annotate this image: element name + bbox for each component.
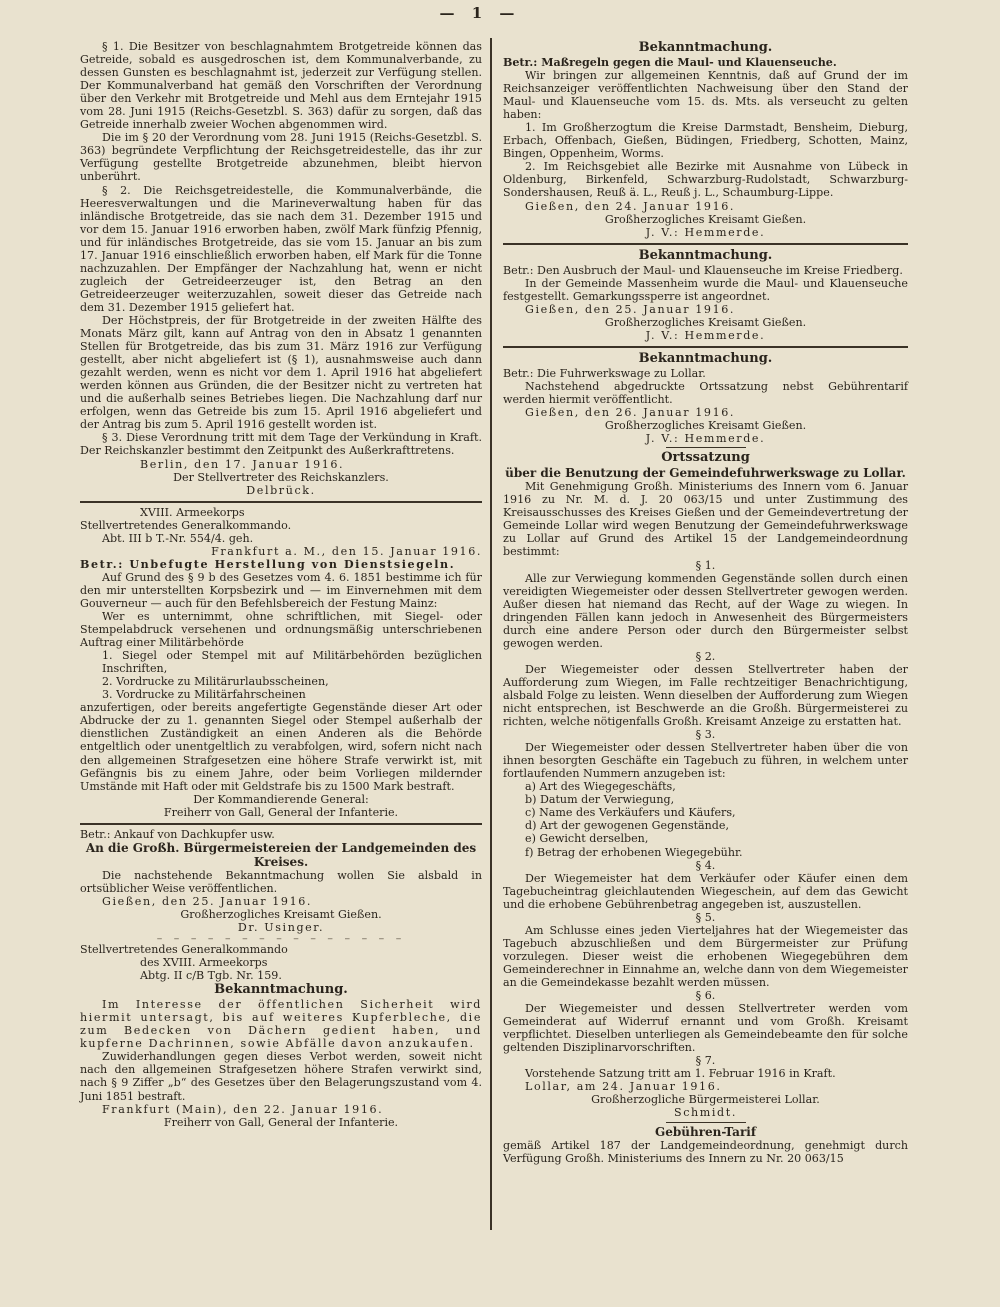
signature-title: Großherzogliches Kreisamt Gießen. — [604, 315, 807, 329]
place-date: Frankfurt (Main), den 22. Januar 1916. — [102, 1102, 384, 1116]
list-item: 1. Siegel oder Stempel mit auf Militärbehörden bezüglichen Inschriften, — [102, 649, 482, 676]
list-item: 1. Im Großherzogtum die Kreise Darmstadt, Bensheim, Dieburg, Erbach, Offenbach, Gießen, Büdingen, Friedberg, Schotten, Mainz, Bingen, Oppenheim, Worms. — [503, 121, 908, 161]
section-number: § 3. — [695, 728, 716, 742]
section-number: § 2. — [695, 649, 716, 663]
paragraph: Zuwiderhandlungen gegen dieses Verbot werden, soweit nicht nach den allgemeinen Strafgesetzen höhere Strafen verwirkt sind, nach § 9 Ziffer „b“ des Gesetzes über den Belagerungszustand vom 4. Juni 1851 bestraft. — [80, 1050, 482, 1103]
signature-title: Der Kommandierende General: — [193, 792, 369, 806]
place-date: Frankfurt a. M., den 15. Januar 1916. — [211, 544, 482, 558]
section-heading: Bekanntmachung. — [638, 247, 773, 263]
subject-line: Betr.: Maßregeln gegen die Maul- und Klauenseuche. — [503, 56, 837, 69]
list-item: b) Datum der Verwiegung, — [525, 793, 675, 807]
signature-title: Der Stellvertreter des Reichskanzlers. — [173, 470, 389, 484]
reference-number: Abtg. II c/B Tgb. Nr. 159. — [140, 969, 282, 983]
section-heading: Ortssatzung — [661, 450, 750, 466]
signature-name: J. V.: Hemmerde. — [645, 225, 766, 239]
signature-name: Delbrück. — [246, 483, 316, 497]
paragraph: Am Schlusse eines jeden Vierteljahres hat der Wiegemeister das Tagebuch abzuschließen und dem Bürgermeister zur Prüfung vorzulegen. Dieser weist die erhobenen Wiegegebühren dem Gemeinderechner in Einnahme an, welche dann von dem Wiegemeister an die Gemeindekasse bezahlt werden müssen. — [503, 923, 908, 989]
section-heading: An die Großh. Bürgermeistereien der Landgemeinden des Kreises. — [85, 840, 477, 869]
section-heading: Gebühren-Tarif — [655, 1124, 756, 1139]
left-column — [80, 40, 482, 1129]
place-date: Gießen, den 24. Januar 1916. — [525, 199, 736, 213]
list-item: f) Betrag der erhobenen Wiegegebühr. — [525, 845, 743, 859]
section-heading: Bekanntmachung. — [214, 982, 348, 998]
dashed-separator: – – – – – – – – – – – – – – – — [156, 932, 406, 946]
paragraph: Alle zur Verwiegung kommenden Gegenstände sollen durch einen vereidigten Wiegemeister oder dessen Stellvertreter gewogen werden. Außer diesen hat niemand das Recht, auf der Wage zu wiegen. In dringenden Fällen kann jedoch in Anwesenheit des Bürgermeisters durch eine andere Person oder durch den Bürgermeister selbst gewogen werden. — [503, 571, 908, 650]
place-date: Gießen, den 26. Januar 1916. — [525, 406, 736, 420]
item-list — [80, 649, 482, 701]
list-item: 2. Im Reichsgebiet alle Bezirke mit Ausnahme von Lübeck in Oldenburg, Birkenfeld, Schwarzburg-Rudolstadt, Schwarzburg-Sondershausen, Reuß ä. L., Reuß j. L., Schaumburg-Lippe. — [503, 160, 908, 200]
issuer: XVIII. Armeekorps — [140, 505, 245, 519]
paragraph: Der Wiegemeister hat dem Verkäufer oder Käufer einen dem Tagebucheintrag gleichlautenden Wiegeschein, auf dem das Gewicht und die erhobene Gebührenbetrag angegeben ist, auszustellen. — [503, 871, 908, 911]
list-item: e) Gewicht derselben, — [525, 832, 649, 846]
issuer: Stellvertretendes Generalkommando. — [80, 518, 292, 532]
issuer: des XVIII. Armeekorps — [140, 956, 268, 970]
paragraph: gemäß Artikel 187 der Landgemeindeordnung, genehmigt durch Verfügung Großh. Ministeriums des Innern zu Nr. 20 063/15 — [503, 1138, 908, 1165]
subject-line: Betr.: Ankauf von Dachkupfer usw. — [80, 827, 275, 841]
section-number: § 5. — [695, 910, 716, 924]
short-rule — [666, 447, 746, 448]
paragraph-s2: § 2. Die Reichsgetreidestelle, die Kommunalverbände, die Heeresverwaltungen und die Marineverwaltung haben für das inländische Brotgetreide, das sie nach dem 31. Dezember 1915 und vor dem 15. Januar 1916 erworben haben, zwölf Mark fünfzig Pfennig, und für inländisches Brotgetreide, das sie vom 15. Januar an bis zum 17. Januar 1916 einschließlich erworben haben, elf Mark für die Tonne nachzuzahlen. Der Empfänger der Nachzahlung hat, wenn er nicht zugleich der Getreideerzeuger ist, den Betrag an den Getreideerzeuger weiterzuzahlen, soweit dieser das Getreide nach dem 31. Dezember 1915 geliefert hat. — [80, 183, 482, 314]
right-column — [503, 40, 908, 1165]
place-date: Lollar, am 24. Januar 1916. — [525, 1080, 722, 1094]
paragraph: Auf Grund des § 9 b des Gesetzes vom 4. 6. 1851 bestimme ich für den mir unterstellten Korpsbezirk und — im Einvernehmen mit dem Gouverneur — auch für den Befehlsbereich der Festung Mainz: — [80, 570, 482, 610]
item-list — [503, 780, 908, 858]
list-item: 3. Vordrucke zu Militärfahrscheinen — [102, 688, 306, 702]
section-subheading: über die Benutzung der Gemeindefuhrwerkswage zu Lollar. — [505, 466, 906, 481]
short-rule — [666, 1122, 746, 1123]
place-date: Gießen, den 25. Januar 1916. — [102, 894, 313, 908]
paragraph: Die nachstehende Bekanntmachung wollen Sie alsbald in ortsüblicher Weise veröffentlichen. — [80, 868, 482, 895]
signature-name: Dr. Usinger. — [237, 921, 325, 934]
section-rule — [503, 346, 908, 348]
paragraph-s1: § 1. Die Besitzer von beschlagnahmtem Brotgetreide können das Getreide, sobald es ausgedroschen ist, dem Kommunalverbande, zu dessen Gunsten es beschlagnahmt ist, jederzeit zur Verfügung stellen. Der Kommunalverband hat gemäß den Vorschriften der Verordnung über den Verkehr mit Brotgetreide und Mehl aus dem Erntejahr 1915 vom 28. Juni 1915 (Reichs-Gesetzbl. S. 363) dafür zu sorgen, daß das Getreide innerhalb zweier Wochen abgenommen wird. — [80, 40, 482, 132]
place-date: Gießen, den 25. Januar 1916. — [525, 302, 736, 316]
section-rule — [80, 823, 482, 825]
subject-line: Betr.: Den Ausbruch der Maul- und Klauenseuche im Kreise Friedberg. — [503, 263, 903, 277]
paragraph: Der Wiegemeister oder dessen Stellvertreter haben über die von ihnen besorgten Geschäfte ein Tagebuch zu führen, in welchem unter fortlaufenden Nummern anzugeben ist: — [503, 741, 908, 781]
paragraph: Vorstehende Satzung tritt am 1. Februar 1916 in Kraft. — [525, 1067, 836, 1081]
paragraph: Der Wiegemeister oder dessen Stellvertreter haben der Aufforderung zum Wiegen, im Falle rechtzeitiger Benachrichtigung, alsbald Folge zu leisten. Wenn dieselben der Aufforderung zum Wiegen nicht entsprechen, ist Beschwerde an die Großh. Bürgermeisterei zu richten, welche nötigenfalls Großh. Kreisamt Anzeige zu erstatten hat. — [503, 662, 908, 729]
list-item: c) Name des Verkäufers und Käufers, — [525, 806, 736, 820]
section-heading: Bekanntmachung. — [638, 350, 773, 366]
signature-name: J. V.: Hemmerde. — [645, 328, 766, 342]
subject-line: Betr.: Unbefugte Herstellung von Dienstsiegeln. — [80, 557, 456, 571]
page-number: — 1 — — [439, 4, 521, 22]
place-date: Berlin, den 17. Januar 1916. — [140, 457, 345, 471]
list-item: d) Art der gewogenen Gegenstände, — [525, 819, 729, 833]
issuer: Stellvertretendes Generalkommando — [80, 943, 288, 957]
subject-line: Betr.: Die Fuhrwerkswage zu Lollar. — [503, 366, 706, 380]
section-number: § 7. — [695, 1054, 716, 1068]
paragraph: Die im § 20 der Verordnung vom 28. Juni 1915 (Reichs-Gesetzbl. S. 363) begründete Verpflichtung der Reichsgetreidestelle, das ihr zur Verfügung gestellte Brotgetreide abzunehmen, bleibt hiervon unberührt. — [80, 131, 482, 184]
paragraph: Wer es unternimmt, ohne schriftlichen, mit Siegel- oder Stempelabdruck versehenen und ordnungsmäßig unterschriebenen Auftrag einer Militärbehörde — [80, 610, 482, 650]
list-item: a) Art des Wiegegeschäfts, — [525, 780, 676, 794]
paragraph: Der Wiegemeister und dessen Stellvertreter werden vom Gemeinderat auf Widerruf ernannt und vom Großh. Kreisamt verpflichtet. Dieselben unterliegen als Gemeindebeamte den für solche geltenden Disziplinarvorschriften. — [503, 1002, 908, 1055]
signature-name: J. V.: Hemmerde. — [645, 432, 766, 446]
signature-title: Großherzogliche Bürgermeisterei Lollar. — [591, 1093, 820, 1107]
list-item: 2. Vordrucke zu Militärurlaubsscheinen, — [102, 675, 329, 689]
paragraph: In der Gemeinde Massenheim wurde die Maul- und Klauenseuche festgestellt. Gemarkungssperre ist angeordnet. — [503, 276, 908, 303]
paragraph: Wir bringen zur allgemeinen Kenntnis, daß auf Grund der im Reichsanzeiger veröffentlichten Nachweisung über den Stand der Maul- und Klauenseuche vom 15. ds. Mts. als verseucht zu gelten haben: — [503, 69, 908, 122]
column-divider — [490, 38, 492, 1230]
paragraph-s3: § 3. Diese Verordnung tritt mit dem Tage der Verkündung in Kraft. Der Reichskanzler bestimmt den Zeitpunkt des Außerkrafttretens. — [80, 431, 482, 458]
signature-name: Schmidt. — [674, 1106, 737, 1120]
signature-title: Großherzogliches Kreisamt Gießen. — [180, 907, 382, 921]
paragraph: Mit Genehmigung Großh. Ministeriums des Innern vom 6. Januar 1916 zu Nr. M. d. J. 20 063/15 und unter Zustimmung des Kreisausschusses des Kreises Gießen und der Gemeindevertretung der Gemeinde Lollar wird wegen Benutzung der Gemeindefuhrwerkswage zu Lollar auf Grund des Artikel 15 der Landgemeindeordnung bestimmt: — [503, 480, 908, 559]
section-rule — [80, 501, 482, 503]
signature-name: Freiherr von Gall, General der Infanterie. — [163, 805, 399, 819]
section-number: § 1. — [695, 558, 716, 572]
signature-name: Freiherr von Gall, General der Infanterie. — [163, 1115, 399, 1129]
paragraph: Nachstehend abgedruckte Ortssatzung nebst Gebührentarif werden hiermit veröffentlicht. — [503, 379, 908, 407]
section-heading: Bekanntmachung. — [638, 40, 773, 55]
paragraph: anzufertigen, oder bereits angefertigte Gegenstände dieser Art oder Abdrucke der zu 1. genannten Siegel oder Stempel außerhalb der dienstlichen Zuständigkeit an einen Anderen als die Behörde entgeltlich oder unentgeltlich zu verabfolgen, wird, sofern nicht nach den allgemeinen Strafgesetzen eine höhere Strafe verwirkt ist, mit Gefängnis bis zu einem Jahre, oder beim Vorliegen mildernder Umstände mit Haft oder mit Geldstrafe bis zu 1500 Mark bestraft. — [80, 701, 482, 793]
paragraph: Der Höchstpreis, der für Brotgetreide in der zweiten Hälfte des Monats März gilt, kann auf Antrag von den in Absatz 1 genannten Stellen für Brotgetreide, das bis zum 31. März 1916 zur Verfügung gestellt, aber nicht abgeliefert ist (§ 1), ausnahmsweise auch dann gezahlt werden, wenn es nicht vor dem 1. April 1916 hat abgeliefert werden können aus Gründen, die der Besitzer nicht zu vertreten hat und die außerhalb seines Betriebes liegen. Die Nachzahlung darf nur erfolgen, wenn das Getreide bis zum 15. April 1916 abgeliefert und der Antrag bis zum 5. April 1916 gestellt worden ist. — [80, 313, 482, 432]
reference-number: Abt. III b T.-Nr. 554/4. geh. — [102, 531, 254, 545]
section-number: § 6. — [695, 989, 716, 1003]
signature-title: Großherzogliches Kreisamt Gießen. — [604, 212, 807, 226]
section-number: § 4. — [695, 858, 716, 872]
signature-title: Großherzogliches Kreisamt Gießen. — [604, 419, 807, 433]
paragraph: Im Interesse der öffentlichen Sicherheit wird hiermit untersagt, bis auf weiteres Kupferbleche, die zum Bedecken von Dächern gedient haben, und kupferne Dachrinnen, sowie Abfälle davon anzukaufen. — [80, 998, 482, 1051]
section-rule — [503, 243, 908, 245]
